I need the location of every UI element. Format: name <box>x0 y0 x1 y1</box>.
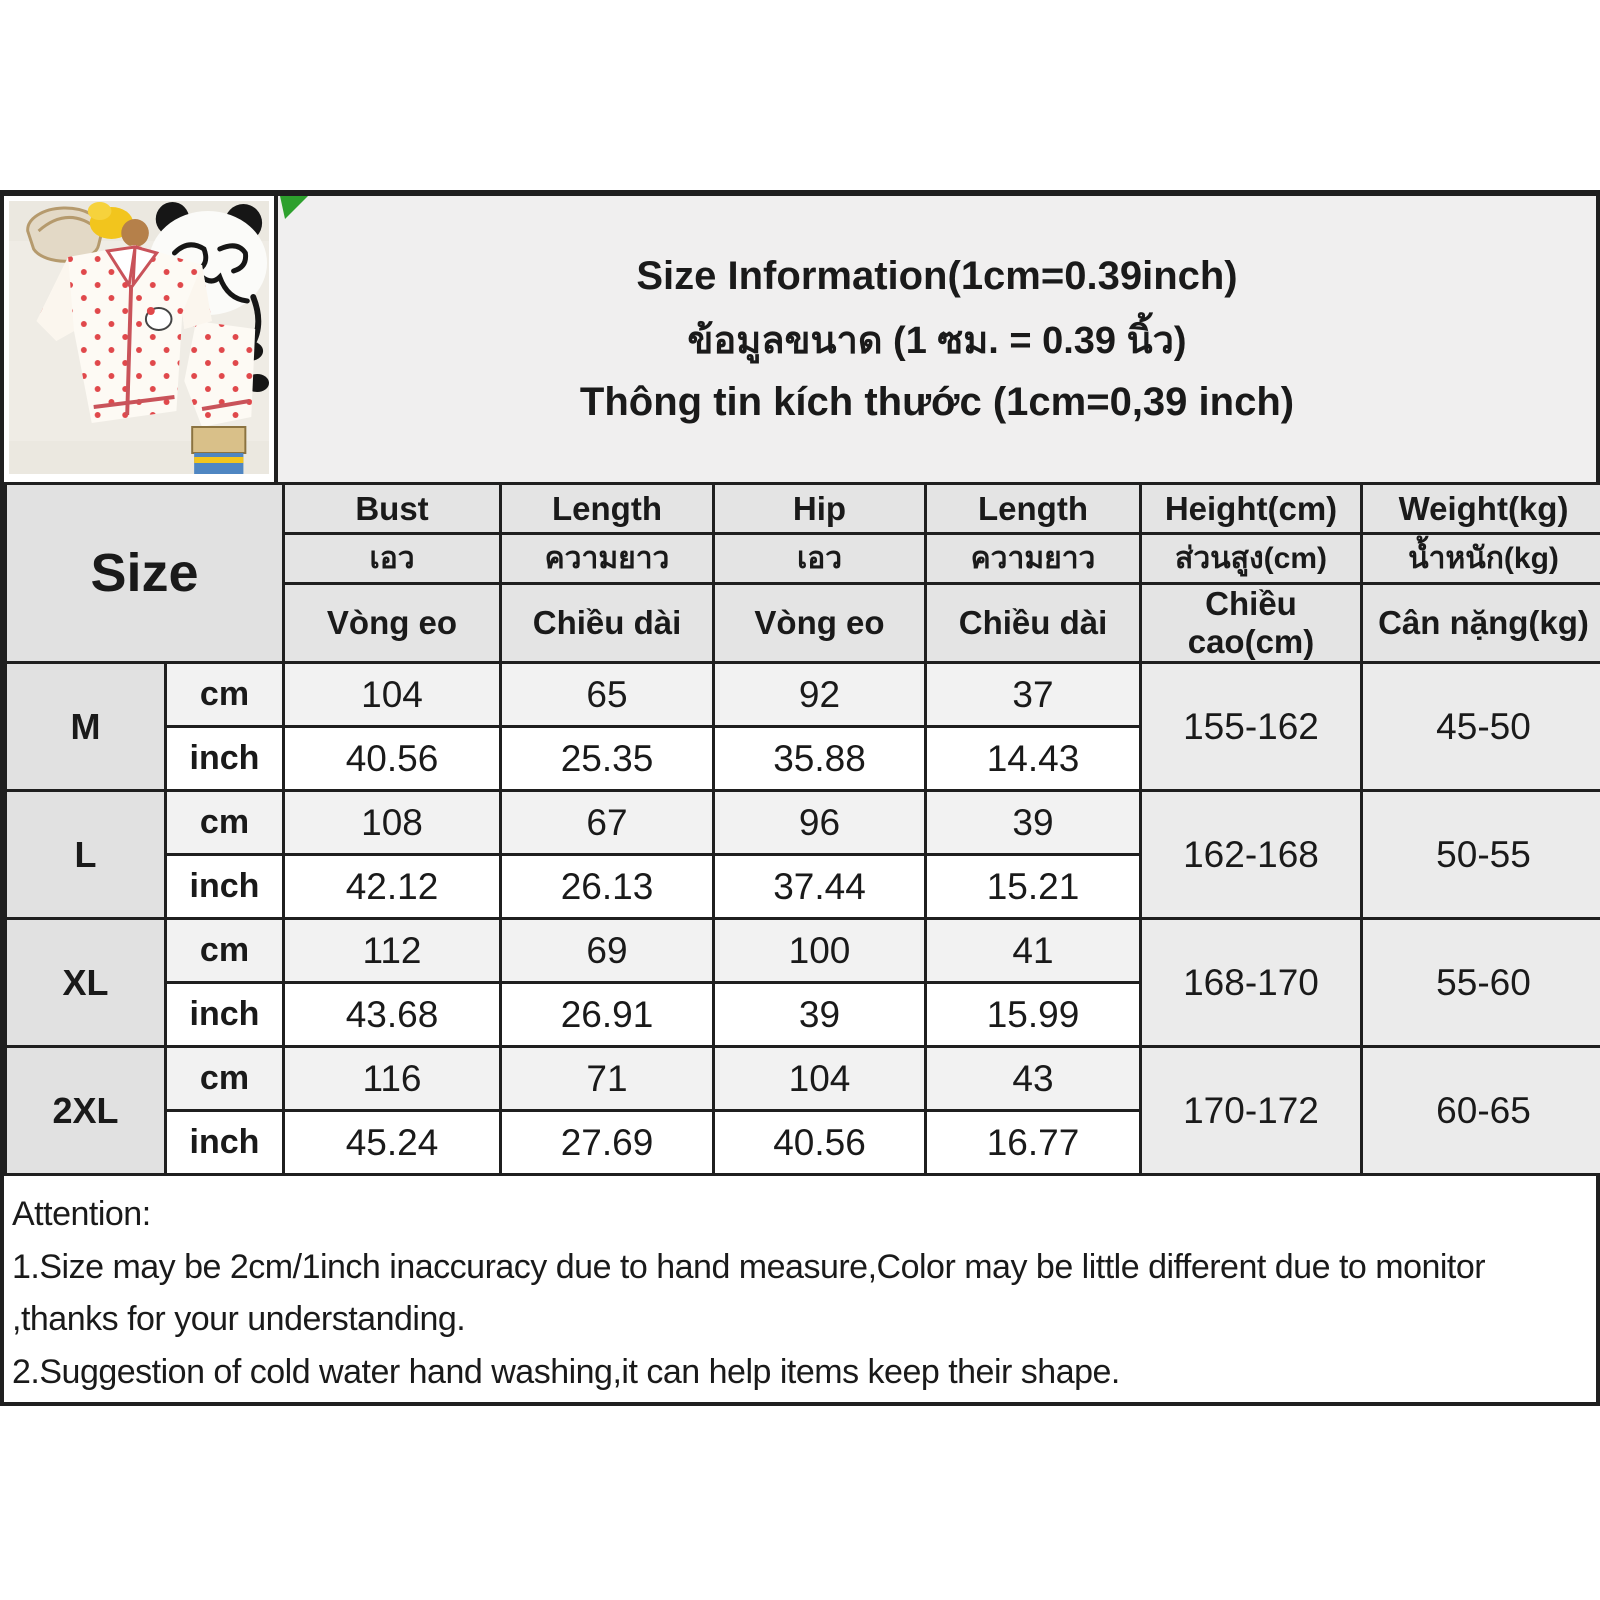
size-header-cell: Size <box>6 484 284 663</box>
attention-section <box>4 1176 1596 1402</box>
col-header-hip: Hip <box>714 484 926 534</box>
col-header-weight: Weight(kg) <box>1362 484 1600 534</box>
size-chart-sheet <box>0 190 1600 1406</box>
2xl-weight: 60-65 <box>1362 1047 1600 1175</box>
unit-cm: cm <box>166 663 284 727</box>
col-header-hip-vi: Vòng eo <box>714 584 926 663</box>
2xl-height: 170-172 <box>1141 1047 1362 1175</box>
m-weight: 45-50 <box>1362 663 1600 791</box>
col-header-length-bottom: Length <box>926 484 1141 534</box>
xl-height: 168-170 <box>1141 919 1362 1047</box>
green-corner-icon <box>280 196 308 220</box>
col-header-height-vi: Chiều cao(cm) <box>1141 584 1362 663</box>
unit-inch: inch <box>166 1111 284 1175</box>
l-bust-inch: 42.12 <box>284 855 501 919</box>
title-panel <box>278 196 1596 482</box>
xl-length-inch: 26.91 <box>501 983 714 1047</box>
l-length-inch: 26.13 <box>501 855 714 919</box>
unit-inch: inch <box>166 983 284 1047</box>
title-english: Size Information(1cm=0.39inch) <box>636 253 1238 298</box>
col-header-bust-th: เอว <box>284 534 501 584</box>
m-length-cm: 65 <box>501 663 714 727</box>
col-header-weight-vi: Cân nặng(kg) <box>1362 584 1600 663</box>
header-row-en <box>6 484 1600 534</box>
attention-note-2: 2.Suggestion of cold water hand washing,it can help items keep their shape. <box>12 1353 1120 1392</box>
row-2xl-cm <box>6 1047 1600 1111</box>
l-length2-cm: 39 <box>926 791 1141 855</box>
xl-length-cm: 69 <box>501 919 714 983</box>
2xl-hip-cm: 104 <box>714 1047 926 1111</box>
size-cell-xl: XL <box>6 919 166 1047</box>
col-header-length-top-th: ความยาว <box>501 534 714 584</box>
2xl-bust-inch: 45.24 <box>284 1111 501 1175</box>
2xl-length-cm: 71 <box>501 1047 714 1111</box>
m-hip-inch: 35.88 <box>714 727 926 791</box>
xl-bust-cm: 112 <box>284 919 501 983</box>
size-cell-2xl: 2XL <box>6 1047 166 1175</box>
unit-inch: inch <box>166 855 284 919</box>
2xl-length-inch: 27.69 <box>501 1111 714 1175</box>
attention-note-1: 1.Size may be 2cm/1inch inaccuracy due to hand measure,Color may be little different due to monitor ,thanks for your understanding. <box>12 1247 1486 1339</box>
m-length-inch: 25.35 <box>501 727 714 791</box>
l-weight: 50-55 <box>1362 791 1600 919</box>
m-length2-cm: 37 <box>926 663 1141 727</box>
col-header-length-bottom-th: ความยาว <box>926 534 1141 584</box>
2xl-length2-cm: 43 <box>926 1047 1141 1111</box>
xl-length2-cm: 41 <box>926 919 1141 983</box>
unit-cm: cm <box>166 1047 284 1111</box>
row-l-cm <box>6 791 1600 855</box>
size-table <box>4 482 1600 1176</box>
l-height: 162-168 <box>1141 791 1362 919</box>
xl-hip-cm: 100 <box>714 919 926 983</box>
col-header-length-top-vi: Chiều dài <box>501 584 714 663</box>
row-xl-cm <box>6 919 1600 983</box>
col-header-length-bottom-vi: Chiều dài <box>926 584 1141 663</box>
col-header-length-top: Length <box>501 484 714 534</box>
title-thai: ข้อมูลขนาด (1 ซม. = 0.39 นิ้ว) <box>687 319 1187 362</box>
row-m-cm <box>6 663 1600 727</box>
2xl-length2-inch: 16.77 <box>926 1111 1141 1175</box>
product-photo-illustration <box>9 201 269 474</box>
m-bust-inch: 40.56 <box>284 727 501 791</box>
2xl-bust-cm: 116 <box>284 1047 501 1111</box>
col-header-height: Height(cm) <box>1141 484 1362 534</box>
m-hip-cm: 92 <box>714 663 926 727</box>
unit-inch: inch <box>166 727 284 791</box>
col-header-hip-th: เอว <box>714 534 926 584</box>
product-photo <box>4 196 278 482</box>
xl-weight: 55-60 <box>1362 919 1600 1047</box>
unit-cm: cm <box>166 791 284 855</box>
xl-length2-inch: 15.99 <box>926 983 1141 1047</box>
2xl-hip-inch: 40.56 <box>714 1111 926 1175</box>
l-length-cm: 67 <box>501 791 714 855</box>
m-bust-cm: 104 <box>284 663 501 727</box>
m-height: 155-162 <box>1141 663 1362 791</box>
xl-hip-inch: 39 <box>714 983 926 1047</box>
col-header-weight-th: น้ำหนัก(kg) <box>1362 534 1600 584</box>
header-row <box>4 196 1596 482</box>
xl-bust-inch: 43.68 <box>284 983 501 1047</box>
l-hip-inch: 37.44 <box>714 855 926 919</box>
l-hip-cm: 96 <box>714 791 926 855</box>
title-vietnamese: Thông tin kích thước (1cm=0,39 inch) <box>579 379 1295 424</box>
l-length2-inch: 15.21 <box>926 855 1141 919</box>
l-bust-cm: 108 <box>284 791 501 855</box>
col-header-height-th: ส่วนสูง(cm) <box>1141 534 1362 584</box>
size-cell-l: L <box>6 791 166 919</box>
size-cell-m: M <box>6 663 166 791</box>
m-length2-inch: 14.43 <box>926 727 1141 791</box>
unit-cm: cm <box>166 919 284 983</box>
col-header-bust-vi: Vòng eo <box>284 584 501 663</box>
col-header-bust: Bust <box>284 484 501 534</box>
attention-heading: Attention: <box>12 1195 151 1233</box>
